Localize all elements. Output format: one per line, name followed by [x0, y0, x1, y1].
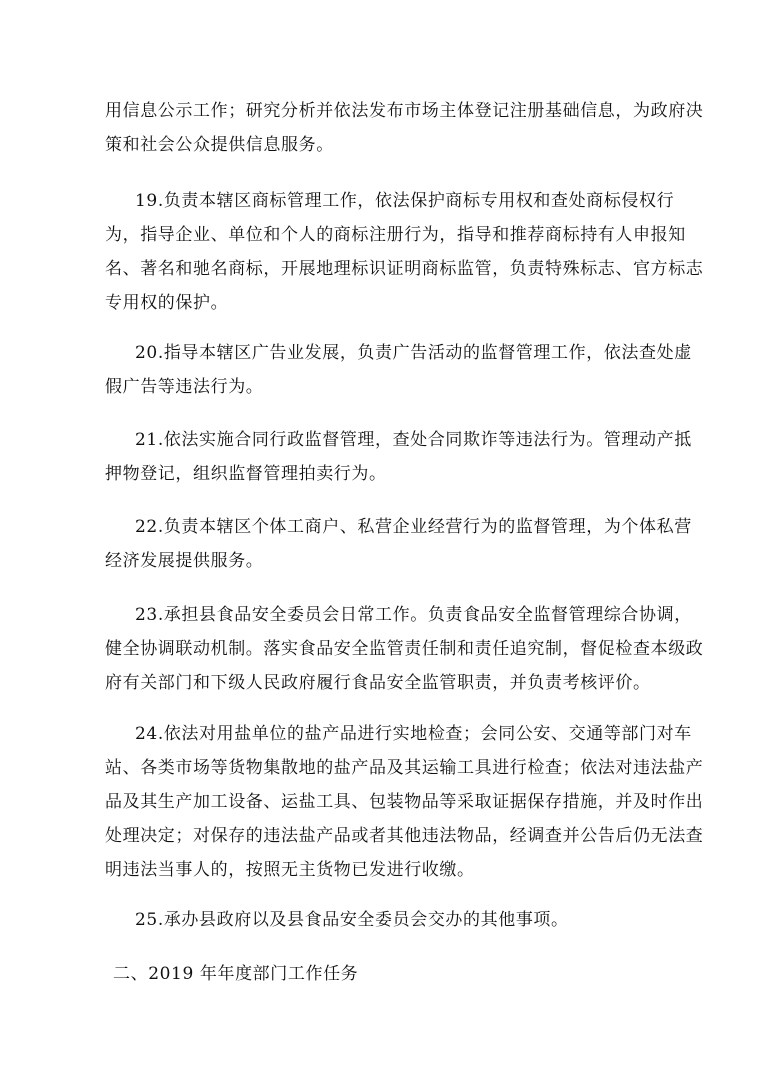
paragraph-item-22 — [105, 510, 692, 578]
text-line: 健全协调联动机制。落实食品安全监管责任制和责任追究制，督促检查本级政 — [105, 639, 704, 659]
paragraph-info-disclosure — [105, 94, 704, 162]
text-line: 专用权的保护。 — [105, 293, 229, 313]
section-heading-text: 二、2019 年年度部门工作任务 — [113, 964, 359, 984]
paragraph-item-20 — [105, 336, 692, 404]
text-line: 名、著名和驰名商标，开展地理标识证明商标监管，负责特殊标志、官方标志 — [105, 259, 704, 279]
text-line: 19.负责本辖区商标管理工作，依法保护商标专用权和查处商标侵权行 — [135, 191, 675, 211]
text-line: 处理决定；对保存的违法盐产品或者其他违法物品，经调查并公告后仍无法查 — [105, 826, 704, 846]
text-line: 23.承担县食品安全委员会日常工作。负责食品安全监督管理综合协调， — [135, 605, 692, 625]
text-line: 经济发展提供服务。 — [105, 551, 264, 571]
section-heading — [113, 957, 673, 991]
text-line: 用信息公示工作；研究分析并依法发布市场主体登记注册基础信息，为政府决 — [105, 101, 704, 121]
text-line: 站、各类市场等货物集散地的盐产品及其运输工具进行检查；依法对违法盐产 — [105, 758, 704, 778]
text-line: 为，指导企业、单位和个人的商标注册行为，指导和推荐商标持有人申报知 — [105, 225, 686, 245]
text-line: 24.依法对用盐单位的盐产品进行实地检查；会同公安、交通等部门对车 — [135, 724, 692, 744]
paragraph-item-24 — [105, 717, 704, 887]
text-line: 20.指导本辖区广告业发展，负责广告活动的监督管理工作，依法查处虚 — [135, 343, 692, 363]
text-line: 明违法当事人的，按照无主货物已发进行收缴。 — [105, 860, 475, 880]
text-line: 押物登记，组织监督管理拍卖行为。 — [105, 464, 387, 484]
paragraph-item-21 — [105, 423, 692, 491]
text-line: 22.负责本辖区个体工商户、私营企业经营行为的监督管理，为个体私营 — [135, 517, 692, 537]
paragraph-item-19 — [105, 184, 704, 320]
text-line: 府有关部门和下级人民政府履行食品安全监管职责，并负责考核评价。 — [105, 673, 651, 693]
paragraph-item-23 — [105, 598, 704, 700]
text-line: 21.依法实施合同行政监督管理，查处合同欺诈等违法行为。管理动产抵 — [135, 430, 692, 450]
text-line: 假广告等违法行为。 — [105, 377, 264, 397]
paragraph-item-25 — [105, 903, 665, 937]
text-line: 策和社会公众提供信息服务。 — [105, 135, 334, 155]
text-line: 品及其生产加工设备、运盐工具、包装物品等采取证据保存措施，并及时作出 — [105, 792, 704, 812]
text-line: 25.承办县政府以及县食品安全委员会交办的其他事项。 — [135, 910, 569, 930]
